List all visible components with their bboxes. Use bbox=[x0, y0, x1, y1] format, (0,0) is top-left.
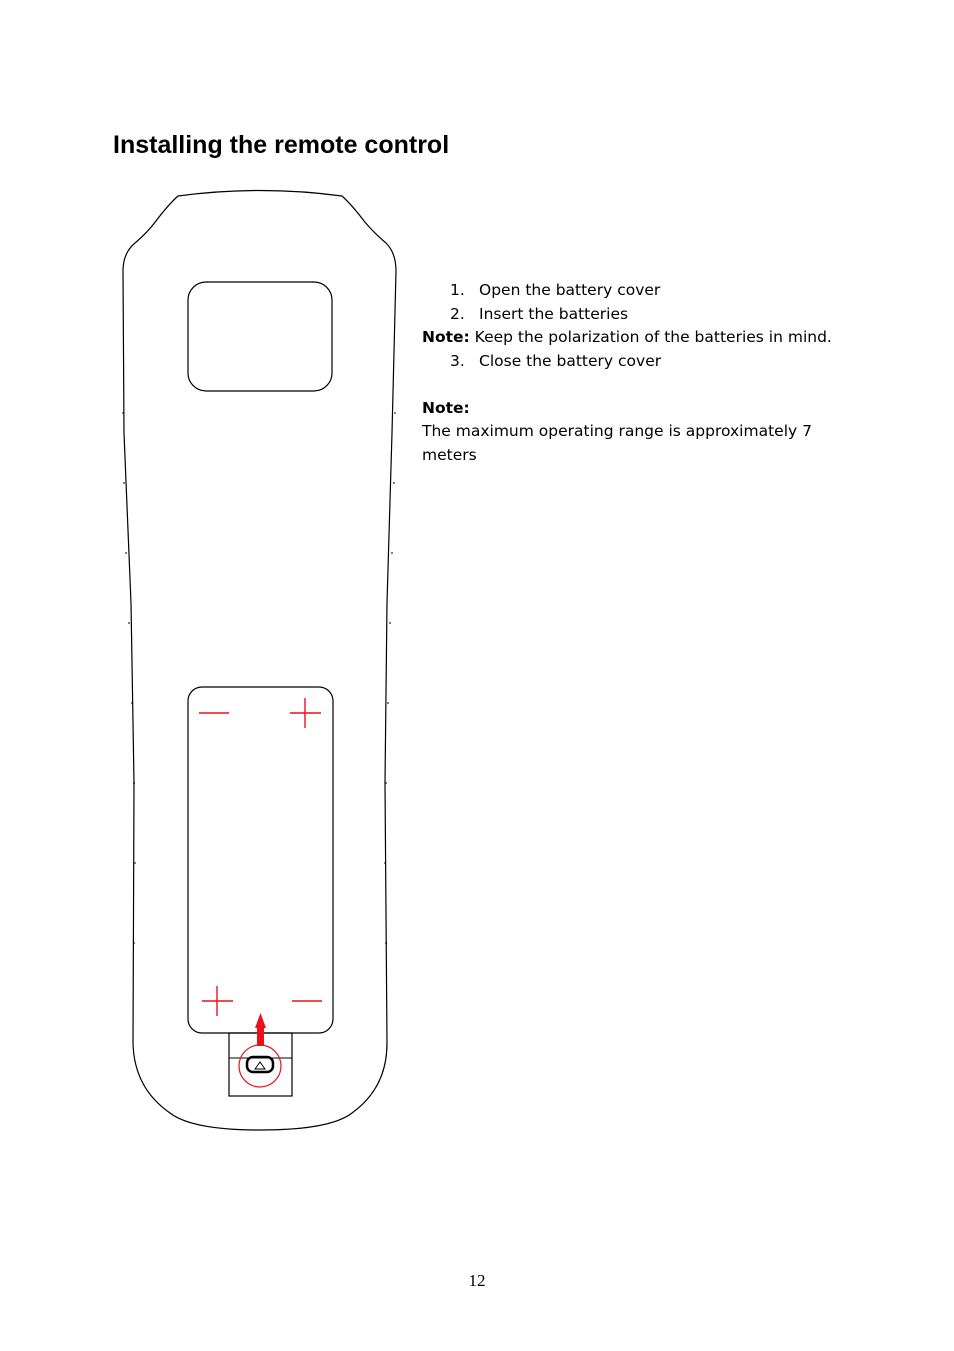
step-item bbox=[422, 279, 852, 303]
instructions bbox=[422, 279, 852, 467]
range-note-label: Note: bbox=[422, 398, 470, 417]
page-title: Installing the remote control bbox=[113, 131, 450, 159]
plus-marker-top bbox=[290, 698, 321, 728]
push-arrow-icon bbox=[255, 1013, 266, 1046]
polarization-note bbox=[422, 326, 852, 350]
step-text: Insert the batteries bbox=[479, 304, 629, 323]
display-window bbox=[188, 282, 332, 391]
step-text: Close the battery cover bbox=[479, 351, 662, 370]
step-number: 2. bbox=[450, 304, 465, 323]
remote-body-outline bbox=[123, 191, 396, 1131]
battery-compartment bbox=[188, 687, 333, 1033]
remote-control-illustration bbox=[110, 183, 410, 1138]
latch-button bbox=[247, 1057, 273, 1072]
range-note-text: The maximum operating range is approximately 7 meters bbox=[422, 422, 812, 464]
note-text: Keep the polarization of the batteries in mind. bbox=[469, 328, 832, 346]
page-number: 12 bbox=[468, 1271, 486, 1290]
step-item bbox=[422, 303, 852, 327]
step-text: Open the battery cover bbox=[479, 281, 661, 299]
latch-highlight-circle bbox=[239, 1045, 281, 1087]
outline-ticks bbox=[122, 413, 396, 943]
step-number: 3. bbox=[450, 351, 465, 370]
plus-marker-bottom bbox=[202, 986, 233, 1016]
note-label: Note: bbox=[422, 328, 470, 346]
eject-icon bbox=[255, 1062, 265, 1069]
step-number: 1. bbox=[450, 281, 465, 299]
step-item bbox=[422, 350, 852, 374]
